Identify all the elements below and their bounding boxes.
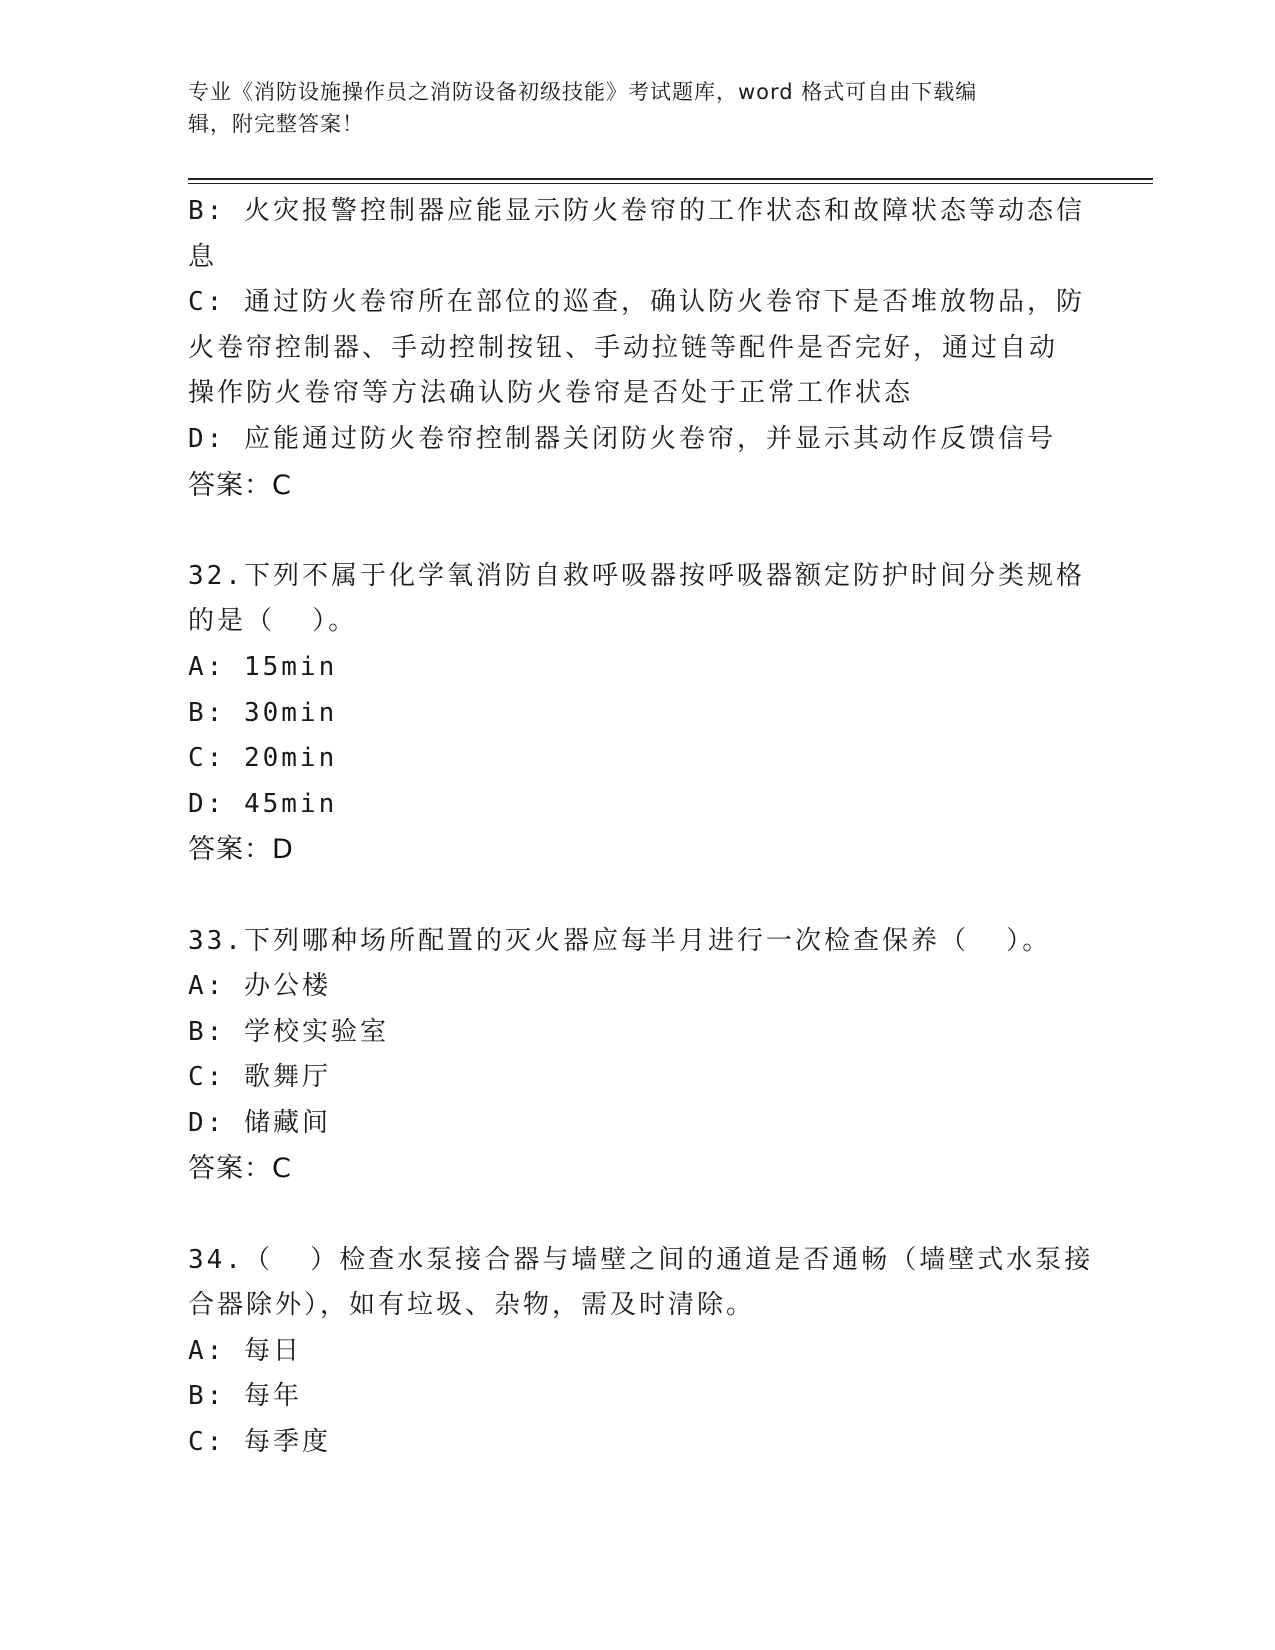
- header-divider-thin: [188, 183, 1153, 184]
- option-d: D: 应能通过防火卷帘控制器关闭防火卷帘，并显示其动作反馈信号: [188, 423, 1056, 454]
- option-c-line-2: 火卷帘控制器、手动控制按钮、手动拉链等配件是否完好，通过自动: [188, 332, 1059, 363]
- previous-question-block: [188, 189, 1085, 508]
- option-b: B: 学校实验室: [188, 1016, 389, 1047]
- option-b: B: 30min: [188, 697, 338, 728]
- option-c: C: 20min: [188, 743, 338, 774]
- header-line-2: 辑，附完整答案！: [188, 112, 364, 136]
- header-line-1: 专业《消防设施操作员之消防设备初级技能》考试题库，word 格式可自由下载编: [188, 80, 978, 104]
- option-c-line-1: C: 通过防火卷帘所在部位的巡查，确认防火卷帘下是否堆放物品，防: [188, 287, 1085, 318]
- option-a: A: 每日: [188, 1335, 302, 1366]
- spacer: [188, 873, 1068, 919]
- answer-label: 答案：C: [188, 1153, 292, 1185]
- option-a: A: 办公楼: [188, 971, 331, 1002]
- question-content: [188, 189, 1094, 1466]
- question-34-block: [188, 1238, 1094, 1466]
- question-stem-line-1: 33.下列哪种场所配置的灭火器应每半月进行一次检查保养（ ）。: [188, 925, 1052, 956]
- option-b-line-1: B: 火灾报警控制器应能显示防火卷帘的工作状态和故障状态等动态信: [188, 196, 1085, 226]
- question-32-block: [188, 554, 1085, 873]
- option-a: A: 15min: [188, 651, 338, 682]
- option-d: D: 储藏间: [188, 1107, 331, 1138]
- spacer: [188, 508, 1068, 554]
- option-c-line-3: 操作防火卷帘等方法确认防火卷帘是否处于正常工作状态: [188, 378, 914, 409]
- option-d: D: 45min: [188, 788, 338, 819]
- option-b: B: 每年: [188, 1381, 302, 1412]
- header-divider-thick: [188, 178, 1153, 180]
- answer-label: 答案：C: [188, 469, 292, 501]
- document-header: [188, 76, 1068, 140]
- question-stem-line-2: 合器除外），如有垃圾、杂物，需及时清除。: [188, 1290, 756, 1321]
- option-c: C: 歌舞厅: [188, 1062, 331, 1093]
- question-stem-line-1: 34.（ ）检查水泵接合器与墙壁之间的通道是否通畅（墙壁式水泵接: [188, 1244, 1094, 1275]
- option-b-line-2: 息: [188, 241, 218, 272]
- question-33-block: [188, 919, 1068, 1193]
- option-c: C: 每季度: [188, 1427, 331, 1458]
- answer-label: 答案：D: [188, 834, 294, 866]
- question-stem-line-2: 的是（ ）。: [188, 606, 358, 637]
- question-stem-line-1: 32.下列不属于化学氧消防自救呼吸器按呼吸器额定防护时间分类规格: [188, 560, 1085, 591]
- spacer: [188, 1192, 1068, 1238]
